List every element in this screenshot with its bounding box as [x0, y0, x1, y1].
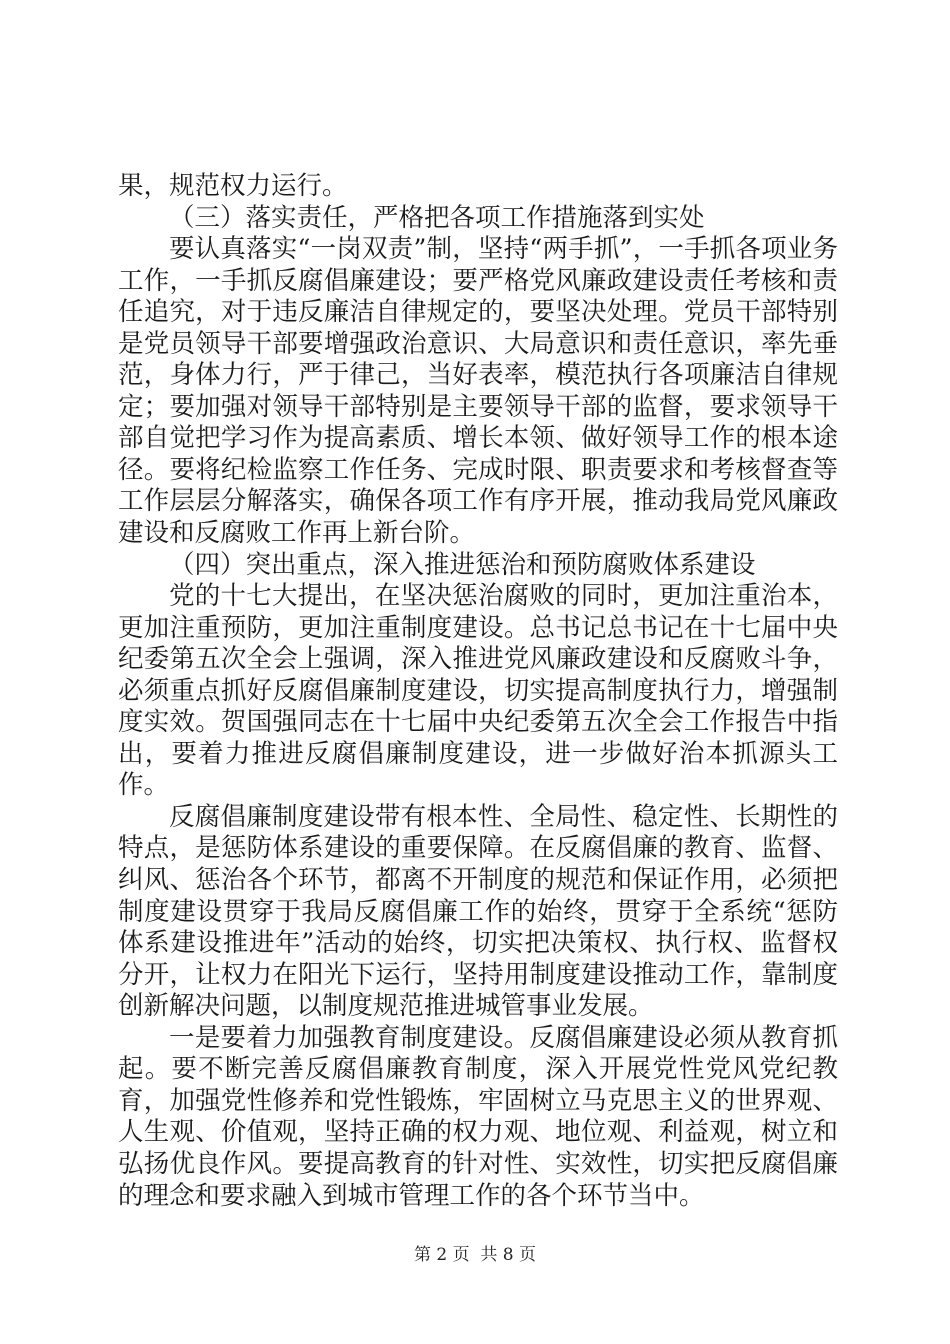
paragraph-system-building: 反腐倡廉制度建设带有根本性、全局性、稳定性、长期性的特点，是惩防体系建设的重要保障。在反腐倡廉的教育、监督、纠风、惩治各个环节，都离不开制度的规范和保证作用，必须把制度建设贯穿于我局反腐倡廉工作的始终，贯穿于全系统“惩防体系建设推进年”活动的始终，切实把决策权、执行权、监督权分开，让权力在阳光下运行，坚持用制度建设推动工作，靠制度创新解决问题，以制度规范推进城管事业发展。 [118, 801, 838, 1022]
page-footer [0, 1240, 950, 1265]
document-body [118, 171, 838, 1212]
section-heading-3: （三）落实责任，严格把各项工作措施落到实处 [169, 202, 705, 233]
paragraph-education-system: 一是要着力加强教育制度建设。反腐倡廉建设必须从教育抓起。要不断完善反腐倡廉教育制度，深入开展党性党风党纪教育，加强党性修养和党性锻炼，牢固树立马克思主义的世界观、人生观、价值观，坚持正确的权力观、地位观、利益观，树立和弘扬优良作风。要提高教育的针对性、实效性，切实把反腐倡廉的理念和要求融入到城市管理工作的各个环节当中。 [118, 1022, 838, 1211]
section-heading-4: （四）突出重点，深入推进惩治和预防腐败体系建设 [169, 549, 756, 580]
paragraph-continuation: 果，规范权力运行。 [118, 171, 348, 201]
paragraph-seventeenth-congress: 党的十七大提出，在坚决惩治腐败的同时，更加注重治本，更加注重预防，更加注重制度建设。总书记总书记在十七届中央纪委第五次全会上强调，深入推进党风廉政建设和反腐败斗争，必须重点抓好反腐倡廉制度建设，切实提高制度执行力，增强制度实效。贺国强同志在十七届中央纪委第五次全会工作报告中指出，要着力推进反腐倡廉制度建设，进一步做好治本抓源头工作。 [118, 581, 838, 801]
paragraph-responsibility: 要认真落实“一岗双责”制，坚持“两手抓”，一手抓各项业务工作，一手抓反腐倡廉建设；要严格党风廉政建设责任考核和责任追究，对于违反廉洁自律规定的，要坚决处理。党员干部特别是党员领导干部要增强政治意识、大局意识和责任意识，率先垂范，身体力行，严于律己，当好表率，模范执行各项廉洁自律规定；要加强对领导干部特别是主要领导干部的监督，要求领导干部自觉把学习作为提高素质、增长本领、做好领导工作的根本途径。要将纪检监察工作任务、完成时限、职责要求和考核督查等工作层层分解落实，确保各项工作有序开展，推动我局党风廉政建设和反腐败工作再上新台阶。 [118, 234, 838, 549]
page-number: 第 2 页 共 8 页 [413, 1245, 537, 1265]
